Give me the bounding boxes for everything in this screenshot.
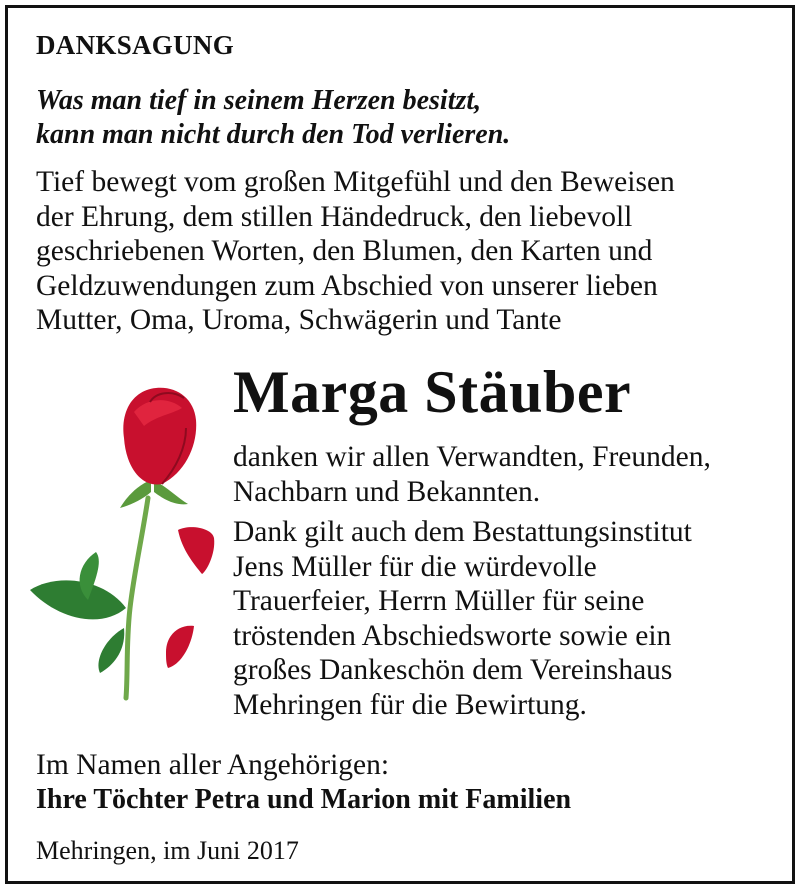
thanks-line: Nachbarn und Bekannten. [233, 475, 541, 508]
special-thanks-line: Dank gilt auch dem Bestattungsinstitut [233, 516, 692, 548]
closing-line: Im Namen aller Angehörigen: [36, 749, 390, 781]
intro-line: Tief bewegt vom großen Mitgefühl und den Beweisen [36, 166, 675, 198]
intro-line: Geldzuwendungen zum Abschied von unserer lieben [36, 269, 658, 302]
special-thanks-paragraph [233, 515, 692, 722]
intro-line: geschriebenen Worten, den Blumen, den Karten und [36, 235, 653, 267]
place-date: Mehringen, im Juni 2017 [36, 836, 299, 865]
special-thanks-line: großes Dankeschön dem Vereinshaus [233, 654, 673, 686]
motto-line: kann man nicht durch den Tod verlieren. [36, 119, 511, 150]
intro-paragraph [36, 165, 675, 338]
rose-leaf [98, 628, 124, 673]
red-rose-icon [16, 368, 221, 708]
rose-petal [178, 527, 214, 574]
special-thanks-line: Jens Müller für die würdevolle [233, 550, 597, 583]
notice-heading: DANKSAGUNG [36, 30, 235, 60]
intro-line: Mutter, Oma, Uroma, Schwägerin und Tante [36, 304, 562, 336]
rose-stem [126, 498, 148, 698]
motto [36, 84, 510, 152]
intro-line: der Ehrung, dem stillen Händedruck, den liebevoll [36, 200, 633, 233]
thanks-line: danken wir allen Verwandten, Freunden, [233, 441, 711, 473]
thanks-paragraph [233, 440, 711, 509]
rose-leaf [30, 580, 126, 619]
special-thanks-line: Mehringen für die Bewirtung. [233, 688, 587, 721]
signers: Ihre Töchter Petra und Marion mit Familien [36, 784, 572, 815]
special-thanks-line: tröstenden Abschiedsworte sowie ein [233, 619, 672, 652]
deceased-name: Marga Stäuber [233, 359, 632, 425]
obituary-notice [5, 5, 795, 884]
motto-line: Was man tief in seinem Herzen besitzt, [36, 85, 482, 116]
special-thanks-line: Trauerfeier, Herrn Müller für seine [233, 585, 645, 617]
rose-petal [166, 626, 194, 668]
